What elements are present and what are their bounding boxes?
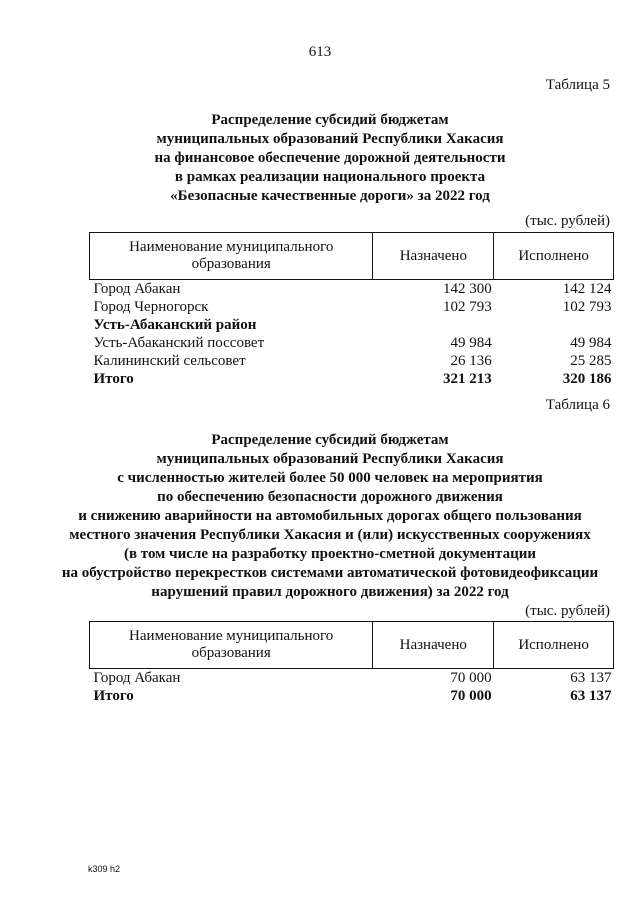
cell-name: Итого (93, 688, 134, 704)
title-line: нарушений правил дорожного движения) за 2022 год (151, 584, 509, 600)
title-line: и снижению аварийности на автомобильных дорогах общего пользования (78, 508, 582, 524)
header-executed: Исполнено (494, 622, 614, 669)
title-line: по обеспечению безопасности дорожного движения (157, 489, 503, 505)
cell-assigned: 321 213 (442, 371, 492, 387)
cell-executed: 49 984 (570, 335, 612, 351)
table-row (90, 280, 614, 299)
table-row (90, 669, 614, 688)
title-line: муниципальных образований Республики Хакасия (156, 131, 504, 147)
cell-name: Город Черногорск (93, 299, 209, 315)
footer-code: k309 h2 (88, 864, 121, 874)
table-row (90, 334, 614, 352)
table-header (90, 233, 614, 280)
cell-assigned: 70 000 (450, 688, 492, 704)
title-line: Распределение субсидий бюджетам (211, 432, 449, 448)
cell-name: Итого (93, 371, 134, 387)
header-assigned: Назначено (373, 233, 494, 280)
table-row-total (90, 370, 614, 388)
cell-assigned: 142 300 (442, 281, 492, 297)
table6 (89, 621, 614, 705)
title-line: муниципальных образований Республики Хакасия (156, 451, 504, 467)
table5-unit: (тыс. рублей) (525, 213, 610, 229)
page-number: 613 (308, 44, 332, 60)
header-executed: Исполнено (494, 233, 614, 280)
table5 (89, 232, 614, 388)
cell-assigned (373, 316, 494, 334)
cell-executed: 25 285 (570, 353, 612, 369)
table-row-total (90, 687, 614, 705)
table6-label: Таблица 6 (545, 397, 610, 413)
cell-executed: 142 124 (562, 281, 612, 297)
header-name: Наименование муниципального образования (90, 233, 373, 280)
cell-name: Усть-Абаканский район (93, 317, 257, 333)
cell-executed: 63 137 (570, 688, 612, 704)
header-assigned: Назначено (373, 622, 494, 669)
cell-executed: 63 137 (570, 670, 612, 686)
header-name: Наименование муниципального образования (90, 622, 373, 669)
cell-assigned: 70 000 (450, 670, 492, 686)
table-row (90, 352, 614, 370)
cell-executed (494, 316, 614, 334)
title-line: (в том числе на разработку проектно-сметной документации (123, 546, 537, 562)
title-line: на финансовое обеспечение дорожной деятельности (154, 150, 506, 166)
table6-title (60, 431, 600, 602)
cell-executed: 320 186 (562, 371, 612, 387)
table-row-group (90, 316, 614, 334)
title-line: на обустройство перекрестков системами автоматической фотовидеофиксации (61, 565, 599, 581)
title-line: местного значения Республики Хакасия и (или) искусственных сооружениях (69, 527, 591, 543)
cell-assigned: 49 984 (450, 335, 492, 351)
table-row (90, 298, 614, 316)
table-header (90, 622, 614, 669)
table5-label: Таблица 5 (545, 77, 610, 93)
title-line: в рамках реализации национального проекта (174, 169, 486, 185)
cell-name: Усть-Абаканский поссовет (93, 335, 265, 351)
table6-unit: (тыс. рублей) (525, 603, 610, 619)
title-line: с численностью жителей более 50 000 человек на мероприятия (117, 470, 543, 486)
title-line: Распределение субсидий бюджетам (211, 112, 449, 128)
cell-assigned: 26 136 (450, 353, 492, 369)
title-line: «Безопасные качественные дороги» за 2022 год (170, 188, 490, 204)
cell-name: Город Абакан (93, 670, 181, 686)
cell-executed: 102 793 (562, 299, 612, 315)
cell-name: Город Абакан (93, 281, 181, 297)
cell-assigned: 102 793 (442, 299, 492, 315)
table5-title (60, 111, 600, 206)
cell-name: Калининский сельсовет (93, 353, 246, 369)
